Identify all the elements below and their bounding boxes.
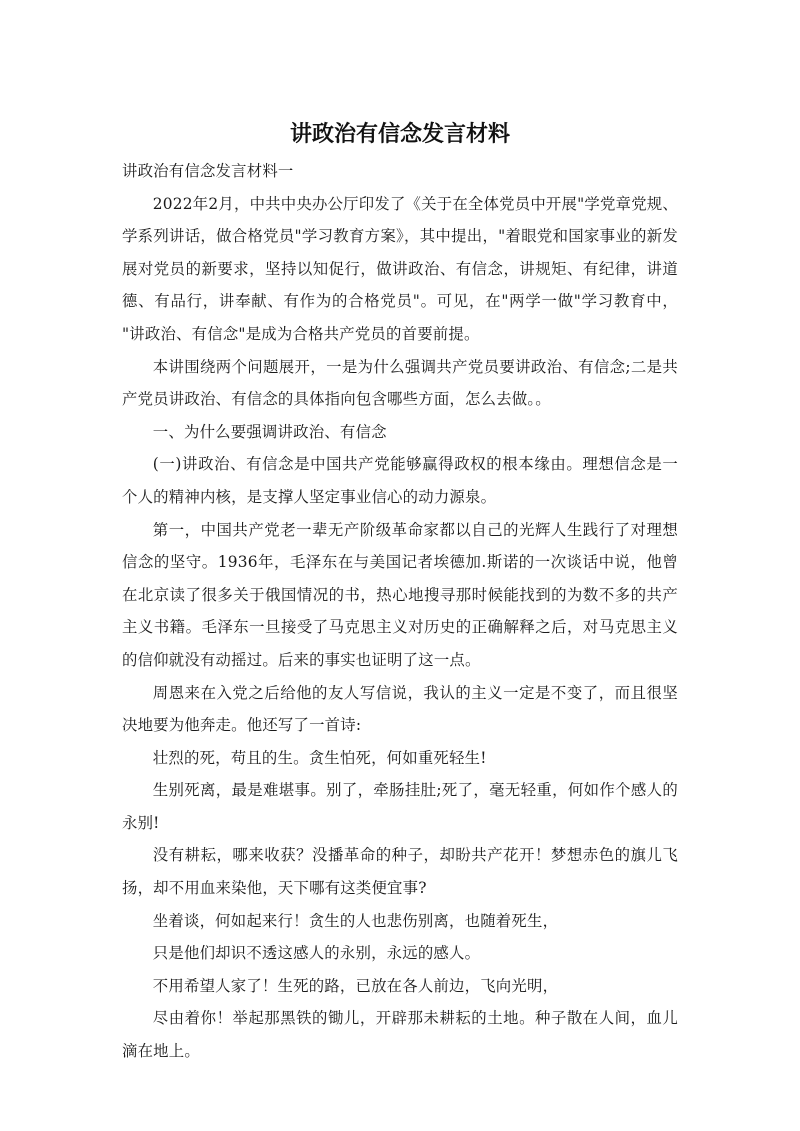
poem-line: 尽由着你！举起那黑铁的锄儿，开辟那未耕耘的土地。种子散在人间，血儿滴在地上。 bbox=[122, 1009, 678, 1061]
paragraph-zhou: 周恩来在入党之后给他的友人写信说，我认的主义一定是不变了，而且很坚决地要为他奔走。他还写了一首诗: bbox=[122, 683, 678, 735]
poem-line: 壮烈的死，苟且的生。贪生怕死，何如重死轻生! bbox=[152, 748, 487, 767]
poem-line: 坐着谈，何如起来行！贪生的人也悲伤别离，也随着死生， bbox=[152, 911, 559, 930]
document-body bbox=[122, 155, 678, 1068]
paragraph-point-one: (一)讲政治、有信念是中国共产党能够赢得政权的根本缘由。理想信念是一个人的精神内核，是支撑人坚定事业信心的动力源泉。 bbox=[122, 455, 678, 506]
poem-line: 没有耕耘，哪来收获？没播革命的种子，却盼共产花开！梦想赤色的旗儿飞扬，却不用血来染他，天下哪有这类便宜事? bbox=[122, 846, 678, 898]
document-title: 讲政治有信念发言材料 bbox=[289, 122, 510, 147]
paragraph-outline: 本讲围绕两个问题展开，一是为什么强调共产党员要讲政治、有信念;二是共产党员讲政治、有信念的具体指向包含哪些方面，怎么去做。。 bbox=[122, 357, 678, 409]
poem-line: 不用希望人家了！生死的路，已放在各人前边，飞向光明， bbox=[152, 976, 559, 995]
paragraph-mao: 第一，中国共产党老一辈无产阶级革命家都以自己的光辉人生践行了对理想信念的坚守。1936年，毛泽东在与美国记者埃德加.斯诺的一次谈话中说，他曾在北京读了很多关于俄国情况的书，热心地搜寻那时候能找到的为数不多的共产主义书籍。毛泽东一旦接受了马克思主义对历史的正确解释之后，对马克思主义的信仰就没有动摇过。后来的事实也证明了这一点。 bbox=[122, 520, 678, 669]
document-subtitle: 讲政治有信念发言材料一 bbox=[122, 162, 294, 180]
poem-line: 生别死离，最是难堪事。别了，牵肠挂肚;死了，毫无轻重，何如作个感人的永别! bbox=[122, 781, 678, 832]
paragraph-announcement: 2022年2月，中共中央办公厅印发了《关于在全体党员中开展"学党章党规、学系列讲话，做合格党员"学习教育方案》，其中提出，"着眼党和国家事业的新发展对党员的新要求，坚持以知促行，做讲政治、有信念，讲规矩、有纪律，讲道德、有品行，讲奉献、有作为的合格党员"。可见，在"两学一做"学习教育中， "讲政治、有信念"是成为合格共产党员的首要前提。 bbox=[122, 194, 678, 343]
poem-line: 只是他们却识不透这感人的永别，永远的感人。 bbox=[152, 944, 481, 963]
section-heading: 一、为什么要强调讲政治、有信念 bbox=[152, 422, 387, 441]
